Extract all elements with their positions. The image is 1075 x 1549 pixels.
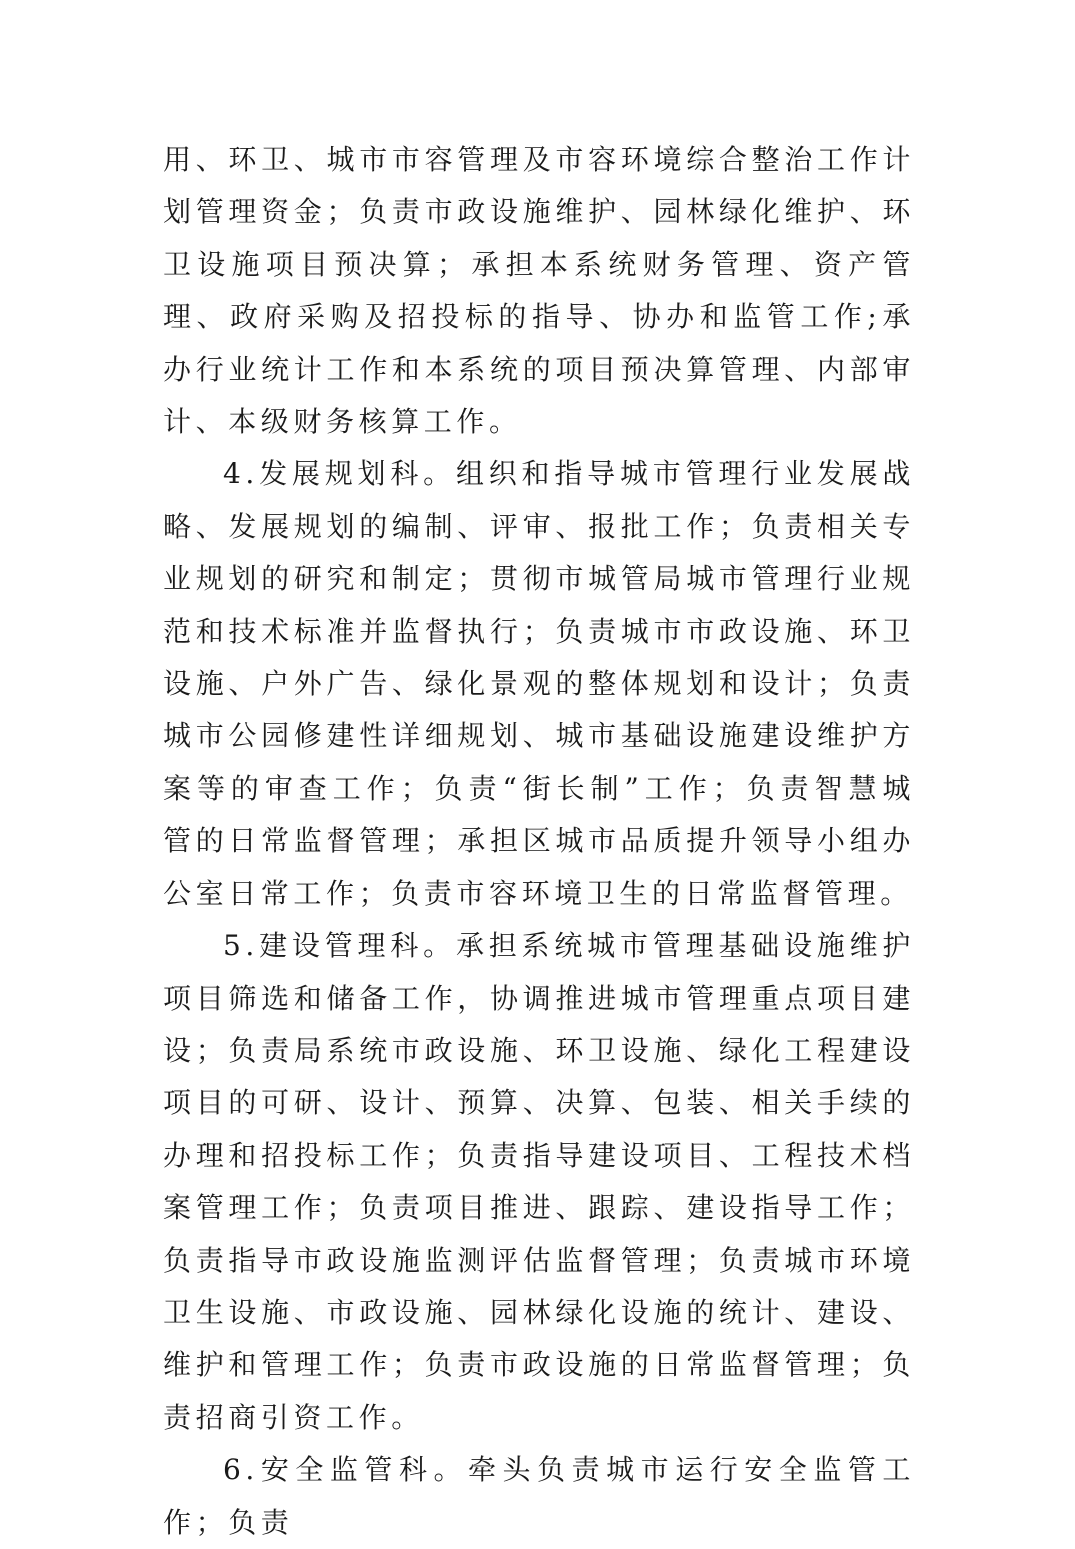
paragraph-construction-management: 5.建设管理科。承担系统城市管理基础设施维护项目筛选和储备工作，协调推进城市管理重点项目建设；负责局系统市政设施、环卫设施、绿化工程建设项目的可研、设计、预算、决算、包装、相关手续的办理和招投标工作；负责指导建设项目、工程技术档案管理工作；负责项目推进、跟踪、建设指导工作；负责指导市政设施监测评估监督管理；负责城市环境卫生设施、市政设施、园林绿化设施的统计、建设、维护和管理工作；负责市政设施的日常监督管理；负责招商引资工作。 [163,929,915,1434]
paragraph-budget-continuation: 用、环卫、城市市容管理及市容环境综合整治工作计划管理资金；负责市政设施维护、园林绿化维护、环卫设施项目预决算；承担本系统财务管理、资产管理、政府采购及招投标的指导、协办和监管工作;承办行业统计工作和本系统的项目预决算管理、内部审计、本级财务核算工作。 [163,143,915,439]
paragraph-development-planning: 4.发展规划科。组织和指导城市管理行业发展战略、发展规划的编制、评审、报批工作；负责相关专业规划的研究和制定；贯彻市城管局城市管理行业规范和技术标准并监督执行；负责城市市政设施、环卫设施、户外广告、绿化景观的整体规划和设计；负责城市公园修建性详细规划、城市基础设施建设维护方案等的审查工作；负责“街长制”工作；负责智慧城管的日常监督管理；承担区城市品质提升领导小组办公室日常工作；负责市容环境卫生的日常监督管理。 [163,457,915,910]
paragraph-safety-supervision: 6.安全监管科。牵头负责城市运行安全监管工作；负责 [163,1453,915,1539]
document-body [163,134,915,1549]
